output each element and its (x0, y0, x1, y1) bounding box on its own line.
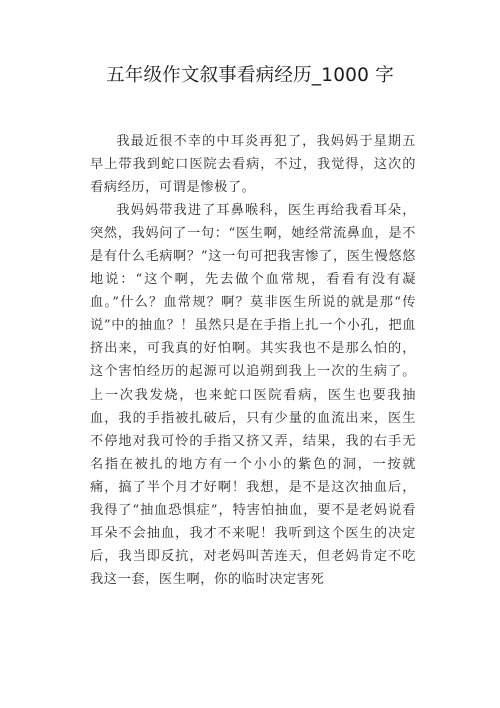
document-body (90, 130, 416, 591)
paragraph-1: 我最近很不幸的中耳炎再犯了，我妈妈于星期五早上带我到蛇口医院去看病，不过，我觉得，这次的看病经历，可谓是惨极了。 (90, 134, 416, 196)
paragraph-2: 我妈妈带我进了耳鼻喉科，医生再给我看耳朵，突然，我妈问了一句：“医生啊，她经常流鼻血，是不是有什么毛病啊？”这一句可把我害惨了，医生慢悠悠地说：“这个啊，先去做个血常规，看看有没有凝血。”什么？血常规？啊？莫非医生所说的就是那“传说”中的抽血？！虽然只是在手指上扎一个小孔，把血挤出来，可我真的好怕啊。其实我也不是那么怕的，这个害怕经历的起源可以追朔到我上一次的生病了。上一次我发烧，也来蛇口医院看病，医生也要我抽血，我的手指被扎破后，只有少量的血流出来，医生不停地对我可怜的手指又挤又弄，结果，我的右手无名指在被扎的地方有一个小小的紫色的洞，一按就痛，搞了半个月才好啊！我想，是不是这次抽血后，我得了“抽血恐惧症”，特害怕抽血，要不是老妈说看耳朵不会抽血，我才不来呢！我听到这个医生的决定后，我当即反抗，对老妈叫苦连天，但老妈肯定不吃我这一套，医生啊，你的临时决定害死 (90, 203, 416, 587)
document-title: 五年级作文叙事看病经历_1000 字 (106, 65, 394, 86)
